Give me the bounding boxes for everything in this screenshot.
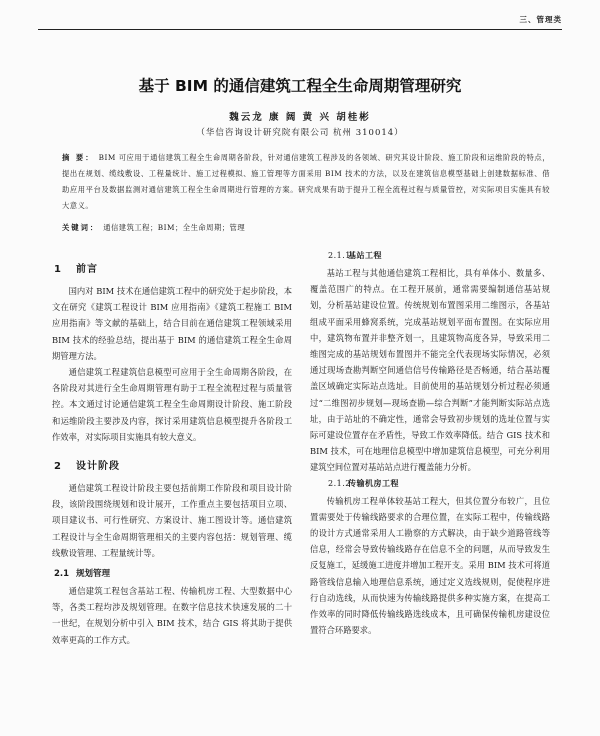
section-heading <box>54 457 292 472</box>
paper-title: 基于 BIM 的通信建筑工程全生命周期管理研究 <box>138 77 462 95</box>
paragraph: 传输机房工程单体较基站工程大，但其位置分布较广，且位置需要处于传输线路要求的合理位置，在实际工程中，传输线路的设计方式通常采用人工勘察的方式解决，由于缺少道路管线等信息，经常会导致传输线路存在信息不全的问题，从而导致发生反复施工，延缓施工进度并增加工程开支。采用 BIM 技术可将道路管线信息输入地理信息系统，通过定义选线规则，促使程序进行自动选线，从而快速为传输线路提供多种实施方案，在提高工作效率的同时降低传输线路选线成本，且可确保传输机房建设位置符合环路要求。 <box>310 495 550 636</box>
subsubsection-heading <box>328 250 550 261</box>
subsubsection-number: 2.1.2 <box>328 478 351 488</box>
subsubsection-title: 传输机房工程 <box>348 477 399 488</box>
keywords <box>62 221 550 235</box>
keywords-label: 关键词： <box>62 223 100 232</box>
running-header: 三、管理类 <box>519 15 562 24</box>
subsection-number: 2.1 <box>54 569 70 580</box>
paragraph: 通信建筑工程建筑信息模型可应用于全生命周期各阶段，在各阶段对其进行全生命周期管理有助于工程全流程过程与质量管控。本文通过讨论通信建筑工程全生命周期设计阶段、施工阶段和运维阶段主要涉及内容，探讨采用建筑信息模型提升各阶段工作效率，对实际项目实施具有较大意义。 <box>52 367 292 442</box>
paragraph: 基站工程与其他通信建筑工程相比，具有单体小、数量多、覆盖范围广的特点。在工程开展前，通常需要编制通信基站规划，分析基站建设位置。传统规划布置图采用二维图示，各基站组成平面采用蜂窝系统，完成基站规划平面布置图。在实际应用中，建筑物布置并非整齐划一，且建筑物高度各异，导致采用二维图完成的基站规划布置图并不能完全代表现场实际情况，必须通过现场查勘判断空间通信信号传输路径是否畅通，结合基站覆盖区域确定实际站点选址。目前使用的基站规划分析过程必须通过“二维图初步规划—现场查勘—综合判断”才能判断实际站点选址，由于站址的不确定性，通常会导致初步规划的选址位置与实际可建设位置存在矛盾性，导致工作效率降低。结合 GIS 技术和 BIM 技术，可在地理信息模型中增加建筑信息模型，可充分利用建筑空间位置对基站站点进行覆盖能力分析。 <box>310 268 550 473</box>
section-heading <box>54 260 292 275</box>
abstract-label: 摘 要： <box>62 153 95 162</box>
subsubsection-number: 2.1.1 <box>328 251 351 260</box>
paragraph: 国内对 BIM 技术在通信建筑工程中的研究处于起步阶段，本文在研究《建筑工程设计 BIM 应用指南》《建筑工程施工 BIM 应用指南》等文献的基础上，结合目前在通信建筑工程领域采用 BIM 技术的经验总结，提出基于 BIM 的通信建筑工程全生命周期管理方法。 <box>52 286 292 361</box>
section-number: 1 <box>54 264 62 275</box>
section-number: 2 <box>54 461 62 473</box>
right-column <box>310 248 550 638</box>
abstract <box>62 150 550 214</box>
left-column <box>52 248 292 648</box>
section-title: 设计阶段 <box>76 461 120 473</box>
subsection-title: 规划管理 <box>76 569 111 580</box>
subsubsection-title: 基站工程 <box>348 250 382 260</box>
paragraph: 通信建筑工程包含基站工程、传输机房工程、大型数据中心等，各类工程均涉及规划管理。在数字信息技术快速发展的二十一世纪，在规划分析中引入 BIM 技术，结合 GIS 将其助于提供效率更高的工作方式。 <box>52 586 292 645</box>
keywords-text: 通信建筑工程；BIM；全生命周期；管理 <box>103 223 246 232</box>
subsection-heading <box>54 567 292 579</box>
section-title: 前言 <box>76 264 98 275</box>
paragraph: 通信建筑工程设计阶段主要包括前期工作阶段和项目设计阶段，该阶段围绕规划和设计展开，工作重点主要包括项目立项、项目建议书、可行性研究、方案设计、施工图设计等。通信建筑工程设计与全生命周期管理相关的主要内容包括：规划管理、缆线敷设管理、工程量统计等。 <box>52 483 292 558</box>
subsubsection-heading <box>328 478 550 489</box>
affiliation: （华信咨询设计研究院有限公司 杭州 310014） <box>196 128 404 138</box>
header-rule <box>38 29 562 30</box>
author-list: 魏云龙 康 阔 黄 兴 胡桂彬 <box>229 112 371 123</box>
abstract-text: BIM 可应用于通信建筑工程全生命周期各阶段，针对通信建筑工程涉及的各领域、研究其设计阶段、施工阶段和运维阶段的特点，提出在规划、缆线敷设、工程量统计、施工过程模拟、施工管理等方面采用 BIM 技术的方法，以及在建筑信息模型基础上创建数据标准、借助应用平台及数据监测对通信建筑工程全生命周期进行管理的方案。研究成果有助于提升工程全流程过程与质量管控，对实际项目实施具有较大意义。 <box>62 153 550 210</box>
